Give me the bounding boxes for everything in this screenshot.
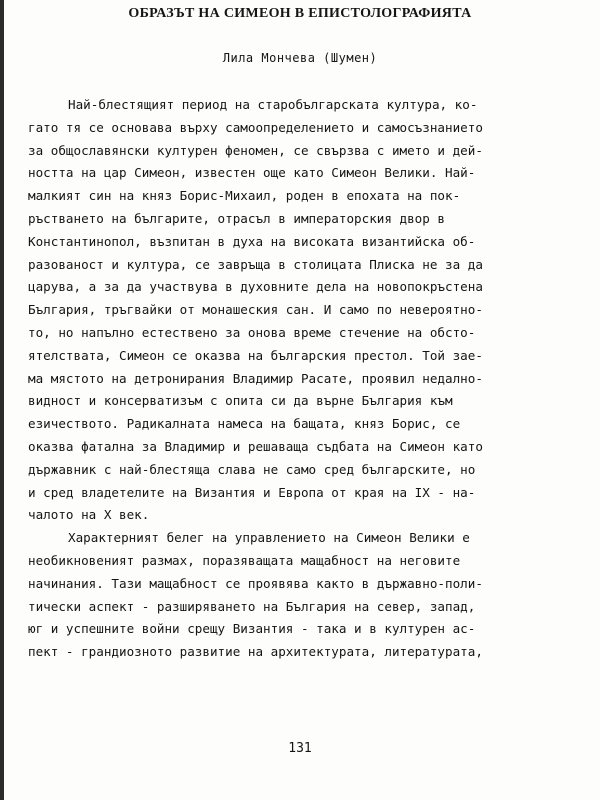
text-line: чалото на X век. — [28, 507, 150, 523]
paragraph — [28, 94, 584, 527]
article-body — [28, 94, 584, 664]
text-line: ръстването на българите, отрасъл в императорския двор в — [28, 210, 446, 226]
text-line: малкият син на княз Борис-Михаил, роден в епохата на пок- — [28, 188, 461, 204]
scan-left-edge — [0, 0, 4, 800]
text-line: гато тя се основава върху самоопределението и самосъзнанието — [28, 119, 483, 135]
text-line: ма мястото на детронирания Владимир Расате, проявил недално- — [28, 370, 483, 386]
text-line: необикновеният размах, поразяващата мащабност на неговите — [28, 552, 461, 568]
text-line: за общославянски културен феномен, се свързва с името и дей- — [28, 142, 483, 158]
text-line: Най-блестящият период на старобългарската култура, ко- — [68, 97, 478, 112]
text-line: видност и консерватизъм с опита си да върне България към — [28, 393, 453, 409]
text-line: пект - грандиозното развитие на архитектурата, литературата, — [28, 644, 483, 660]
paragraph — [28, 527, 584, 664]
text-line: ятелствата, Симеон се оказва на българския престол. Той зае- — [28, 347, 483, 363]
page-number: 131 — [288, 741, 312, 756]
text-line: държавник с най-блестяща слава не само сред българските, но — [28, 461, 476, 477]
text-line: Характерният белег на управлението на Симеон Велики е — [68, 530, 470, 546]
text-line: юг и успешните войни срещу Византия - така и в културен ас- — [28, 621, 476, 637]
text-line: оказва фатална за Владимир и решаваща съдбата на Симеон като — [28, 438, 483, 454]
article-title: ОБРАЗЪТ НА СИМЕОН В ЕПИСТОЛОГРАФИЯТА — [128, 6, 472, 21]
author-line: Лила Мончева (Шумен) — [222, 51, 378, 65]
text-line: и сред владетелите на Византия и Европа от края на IX - на- — [28, 484, 476, 500]
text-line: начинания. Тази мащабност се проявява както в държавно-поли- — [28, 575, 483, 591]
text-line: то, но напълно естествено за онова време стечение на обсто- — [28, 324, 476, 340]
text-line: България, тръгвайки от монашеския сан. И само по невероятно- — [28, 302, 483, 318]
text-line: тически аспект - разширяването на България на север, запад, — [28, 598, 476, 614]
text-line: езичеството. Радикалната намеса на бащата, княз Борис, се — [28, 416, 461, 432]
text-line: разованост и култура, се завръща в столицата Плиска не за да — [28, 256, 483, 272]
text-line: ността на цар Симеон, известен още като Симеон Велики. Най- — [28, 165, 476, 181]
text-line: Константинопол, възпитан в духа на високата византийска об- — [28, 233, 476, 249]
text-line: царува, а за да участвува в духовните дела на новопокръстена — [28, 279, 483, 295]
